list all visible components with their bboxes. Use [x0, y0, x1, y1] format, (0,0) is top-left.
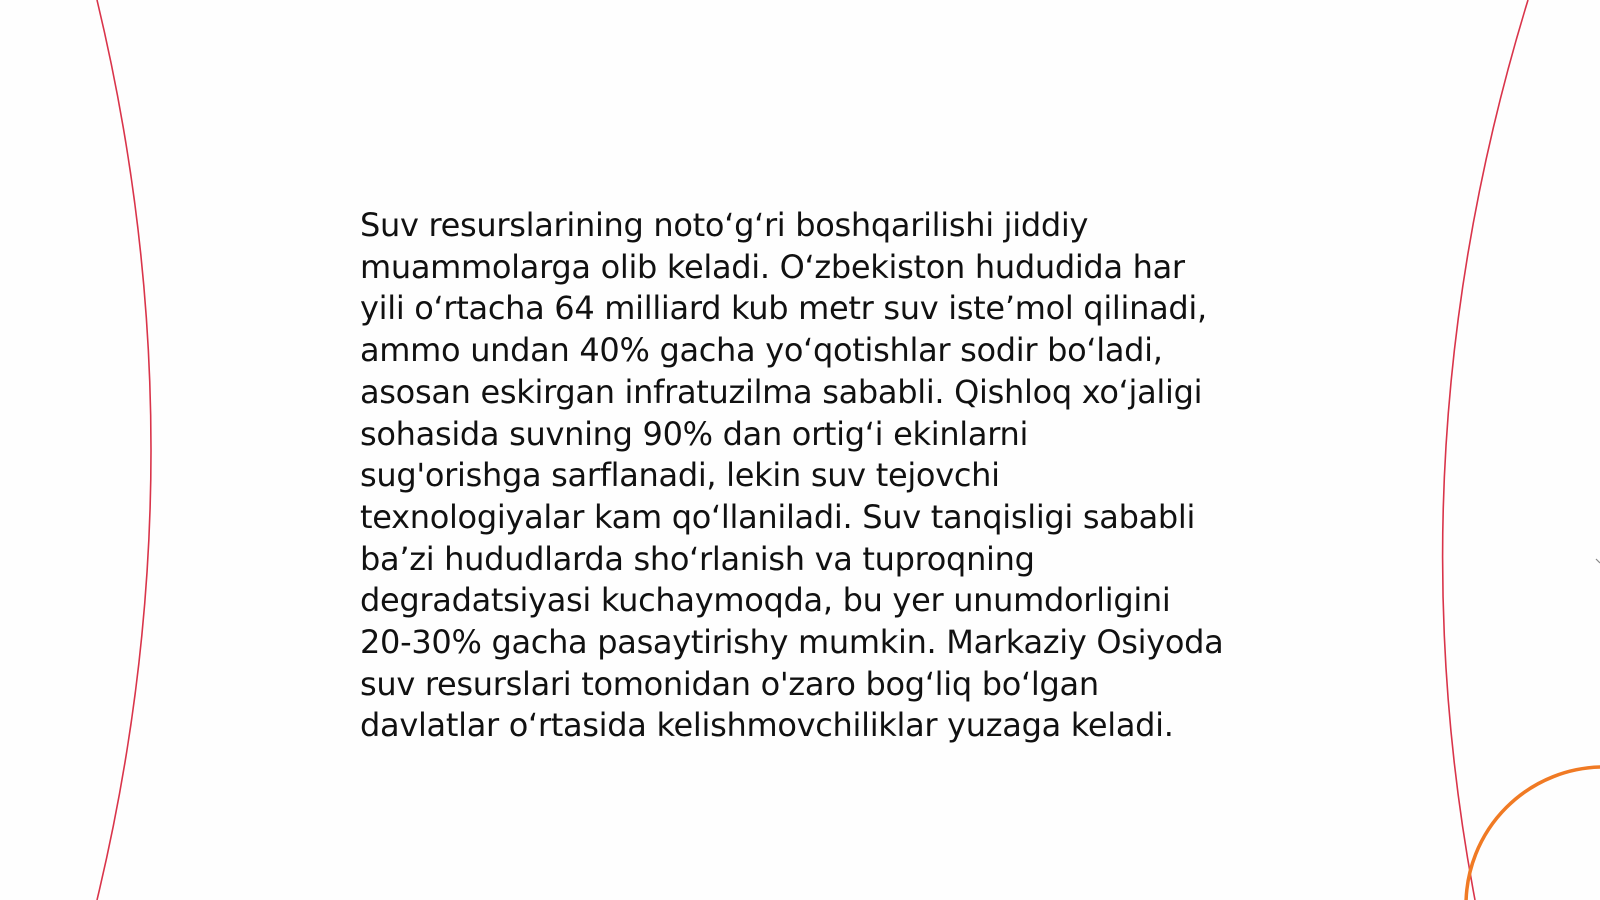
paragraph-line-1: Suv resurslarining noto‘g‘ri boshqarilishi jiddiy	[360, 206, 1089, 244]
right-arc-line	[1443, 0, 1528, 900]
orange-circle-outline	[1466, 767, 1600, 900]
paragraph-line-6: sohasida suvning 90% dan ortig‘i ekinlarni	[360, 414, 1029, 453]
paragraph-line-8: texnologiyalar kam qo‘llaniladi. Suv tanqisligi sababli	[360, 497, 1196, 536]
paragraph-line-9: ba’zi hududlarda sho‘rlanish va tuproqning	[360, 539, 1035, 578]
paragraph-line-4: ammo undan 40% gacha yo‘qotishlar sodir bo‘ladi,	[360, 331, 1163, 370]
small-chevron-mark	[1596, 559, 1600, 563]
paragraph-line-10: degradatsiyasi kuchaymoqda, bu yer unumdorligini	[360, 581, 1171, 620]
paragraph-line-3: yili o‘rtacha 64 milliard kub metr suv iste’mol qilinadi,	[360, 289, 1207, 328]
paragraph-line-7: sug'orishga sarflanadi, lekin suv tejovchi	[360, 456, 1000, 495]
body-paragraph	[360, 205, 1260, 747]
paragraph-line-13: davlatlar o‘rtasida kelishmovchiliklar yuzaga keladi.	[360, 706, 1174, 745]
paragraph-line-12: suv resurslari tomonidan o'zaro bog‘liq bo‘lgan	[360, 664, 1099, 703]
left-arc-line	[97, 0, 151, 900]
paragraph-line-5: asosan eskirgan infratuzilma sababli. Qishloq xo‘jaligi	[360, 372, 1203, 411]
paragraph-line-11: 20-30% gacha pasaytirishy mumkin. Markaziy Osiyoda	[360, 623, 1224, 662]
paragraph-line-2: muammolarga olib keladi. O‘zbekiston hududida har	[360, 247, 1185, 286]
